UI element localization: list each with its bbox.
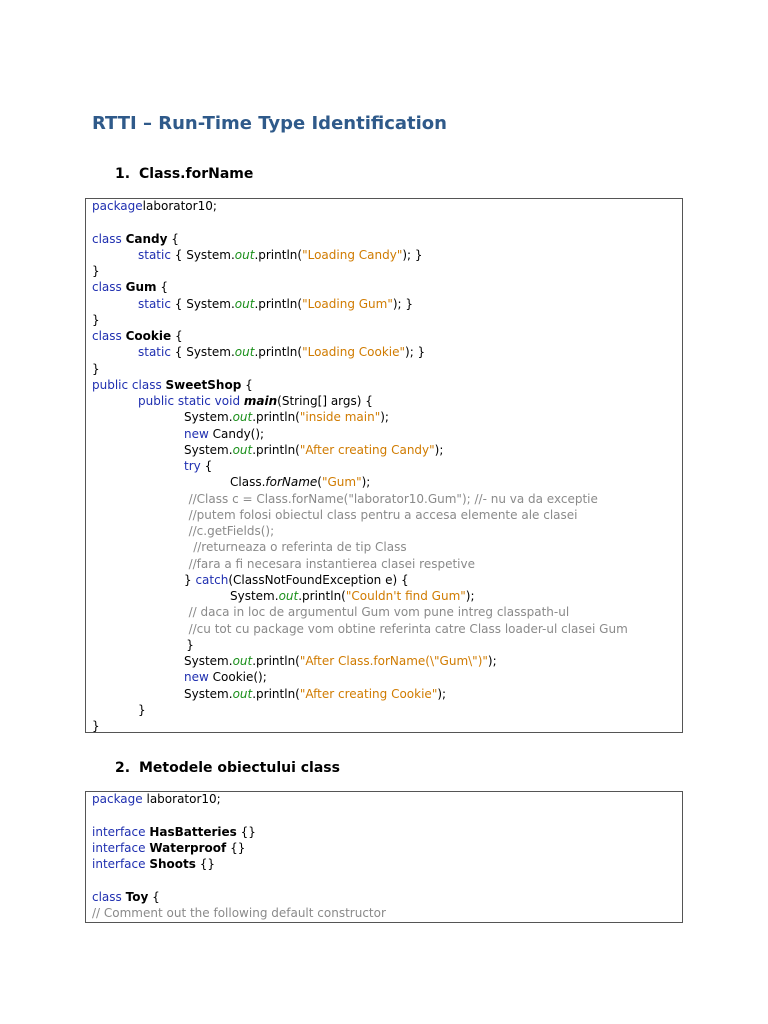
code-line — [92, 377, 253, 393]
code-line — [92, 889, 160, 905]
code-line — [92, 198, 217, 214]
code-line — [189, 621, 628, 637]
code-line — [138, 393, 373, 409]
code-token: .println( — [254, 296, 303, 311]
code-token: forName — [265, 475, 318, 490]
code-line — [92, 279, 168, 295]
code-token: {} — [236, 824, 256, 839]
code-token: public class — [92, 377, 166, 392]
code-token: .println( — [252, 654, 300, 668]
code-token: SweetShop — [165, 377, 242, 392]
code-line — [138, 296, 413, 312]
code-line — [230, 474, 370, 490]
code-token: out — [232, 686, 253, 701]
code-token: ); } — [402, 247, 423, 262]
code-line — [92, 263, 100, 279]
code-token: "Loading Cookie" — [302, 345, 406, 360]
code-token: "After creating Cookie" — [299, 686, 438, 701]
code-line — [92, 361, 100, 377]
code-line — [193, 539, 406, 555]
code-token: Candy — [125, 231, 168, 246]
section-number: 2. — [115, 760, 131, 776]
code-token: laborator10; — [142, 792, 221, 806]
code-token: //c.getFields(); — [188, 524, 275, 538]
code-token: { — [200, 459, 213, 473]
code-line — [230, 588, 475, 604]
code-token: package — [92, 199, 143, 213]
code-line — [189, 507, 578, 523]
code-token: { — [167, 231, 179, 246]
code-token: ); — [361, 475, 371, 490]
code-token: ( — [317, 475, 322, 490]
code-token: ); — [380, 410, 389, 425]
code-token: Class. — [230, 475, 266, 490]
code-token: } — [186, 637, 194, 652]
code-token: main — [243, 394, 278, 408]
code-token: try — [184, 459, 201, 473]
code-line — [92, 824, 256, 840]
code-token: ); — [434, 442, 444, 457]
code-token: static — [138, 247, 171, 262]
code-line — [92, 312, 100, 328]
code-line — [184, 686, 446, 702]
section-number: 1. — [115, 166, 131, 182]
code-token: class — [92, 329, 126, 343]
code-block-class-methods — [85, 791, 683, 923]
code-token: { — [156, 280, 168, 295]
code-token: //returneaza o referinta de tip Class — [193, 540, 407, 555]
code-line — [92, 791, 221, 807]
code-token: new — [184, 670, 209, 685]
code-token: new — [184, 426, 209, 441]
code-token: Gum — [125, 280, 157, 295]
code-token: System. — [184, 442, 233, 457]
code-token: "Couldn't find Gum" — [345, 589, 466, 603]
code-token: //fara a fi necesara instantierea clasei respetive — [188, 556, 475, 571]
code-token: Toy — [125, 889, 149, 904]
code-token: interface — [92, 840, 150, 855]
code-token: } — [92, 361, 100, 376]
code-line — [138, 702, 146, 718]
code-token: System. — [184, 654, 233, 668]
code-token: .println( — [252, 410, 300, 425]
page-title: RTTI – Run-Time Type Identification — [92, 113, 447, 134]
code-token: Cookie(); — [208, 670, 267, 685]
code-token: //cu tot cu package vom obtine referinta catre Class loader-ul clasei Gum — [188, 621, 628, 636]
code-token: "Gum" — [321, 475, 362, 490]
code-line — [92, 905, 386, 921]
code-token: .println( — [252, 686, 300, 701]
code-line — [184, 442, 443, 458]
code-line — [184, 409, 389, 425]
code-token: out — [234, 296, 255, 311]
code-token: out — [234, 247, 255, 262]
code-token: "After creating Candy" — [299, 442, 435, 457]
code-token: Waterproof — [149, 840, 227, 855]
code-token: } — [184, 572, 196, 587]
code-token: .println( — [298, 589, 346, 603]
code-token: {} — [195, 857, 215, 871]
code-token: out — [234, 345, 255, 360]
code-block-class-forname — [85, 198, 683, 733]
code-line — [189, 491, 598, 507]
code-token: out — [232, 654, 253, 668]
code-token: class — [92, 280, 126, 295]
code-token: "Loading Candy" — [302, 247, 403, 262]
code-token: ); — [487, 654, 497, 668]
code-token: {} — [226, 840, 246, 855]
code-token: laborator10; — [142, 199, 217, 213]
code-token: out — [232, 410, 253, 425]
code-token: static — [138, 345, 171, 360]
code-line — [184, 653, 497, 669]
code-token: package — [92, 792, 143, 806]
code-token: "After Class.forName(\"Gum\")" — [299, 654, 488, 668]
code-token: .println( — [254, 247, 303, 262]
code-token: { — [148, 889, 160, 904]
code-token: (String[] args) { — [277, 394, 373, 408]
code-token: (ClassNotFoundException e) { — [228, 572, 409, 587]
code-line — [189, 556, 475, 572]
code-token: out — [232, 442, 253, 457]
code-token: //putem folosi obiectul class pentru a accesa elemente ale clasei — [188, 507, 578, 522]
code-token: "Loading Gum" — [302, 296, 393, 311]
section-label: Class.forName — [139, 166, 254, 182]
code-line — [92, 328, 183, 344]
section-label: Metodele obiectului class — [139, 760, 340, 776]
code-line — [138, 344, 425, 360]
code-token: System. — [184, 410, 233, 425]
code-token: { System. — [170, 345, 235, 360]
code-token: System. — [230, 589, 279, 603]
code-line — [189, 523, 275, 539]
code-token: } — [138, 702, 146, 717]
code-token: "inside main" — [299, 410, 381, 425]
code-token: class — [92, 231, 126, 246]
code-token: // Comment out the following default constructor — [92, 905, 386, 920]
code-token: ); — [437, 686, 447, 701]
code-token: System. — [184, 686, 233, 701]
code-token: .println( — [252, 442, 300, 457]
code-token: interface — [92, 824, 150, 839]
code-token: class — [92, 889, 126, 904]
code-token: } — [92, 264, 100, 278]
code-token: ); — [465, 589, 475, 603]
code-line — [92, 231, 179, 247]
code-token: interface — [92, 857, 150, 871]
code-token: catch — [195, 572, 229, 587]
code-token: out — [278, 589, 299, 603]
code-line — [92, 840, 245, 856]
code-line — [184, 572, 409, 588]
code-token: .println( — [254, 345, 303, 360]
code-token: } — [92, 719, 100, 733]
code-token: // daca in loc de argumentul Gum vom pune intreg classpath-ul — [188, 605, 570, 620]
code-token: Shoots — [149, 857, 196, 871]
section-heading-1 — [115, 166, 253, 182]
code-token: Cookie — [125, 329, 172, 343]
code-token: static — [138, 296, 171, 311]
code-token: { System. — [170, 247, 235, 262]
code-token: ); } — [405, 345, 426, 360]
section-heading-2 — [115, 760, 340, 776]
code-token: } — [92, 312, 100, 327]
code-line — [138, 247, 423, 263]
code-line — [186, 637, 194, 653]
code-token: { System. — [170, 296, 235, 311]
code-line — [184, 426, 264, 442]
code-token: { — [171, 329, 183, 343]
code-line — [184, 669, 267, 685]
code-token: { — [241, 377, 253, 392]
code-line — [184, 458, 212, 474]
code-line — [189, 604, 570, 620]
code-token: ); } — [392, 296, 414, 311]
code-token: Candy(); — [208, 426, 265, 441]
code-token: //Class c = Class.forName("laborator10.Gum"); //- nu va da exceptie — [188, 491, 598, 506]
code-line — [92, 856, 215, 872]
code-token: public static void — [138, 394, 244, 408]
code-token: HasBatteries — [149, 824, 237, 839]
code-line — [92, 718, 100, 733]
